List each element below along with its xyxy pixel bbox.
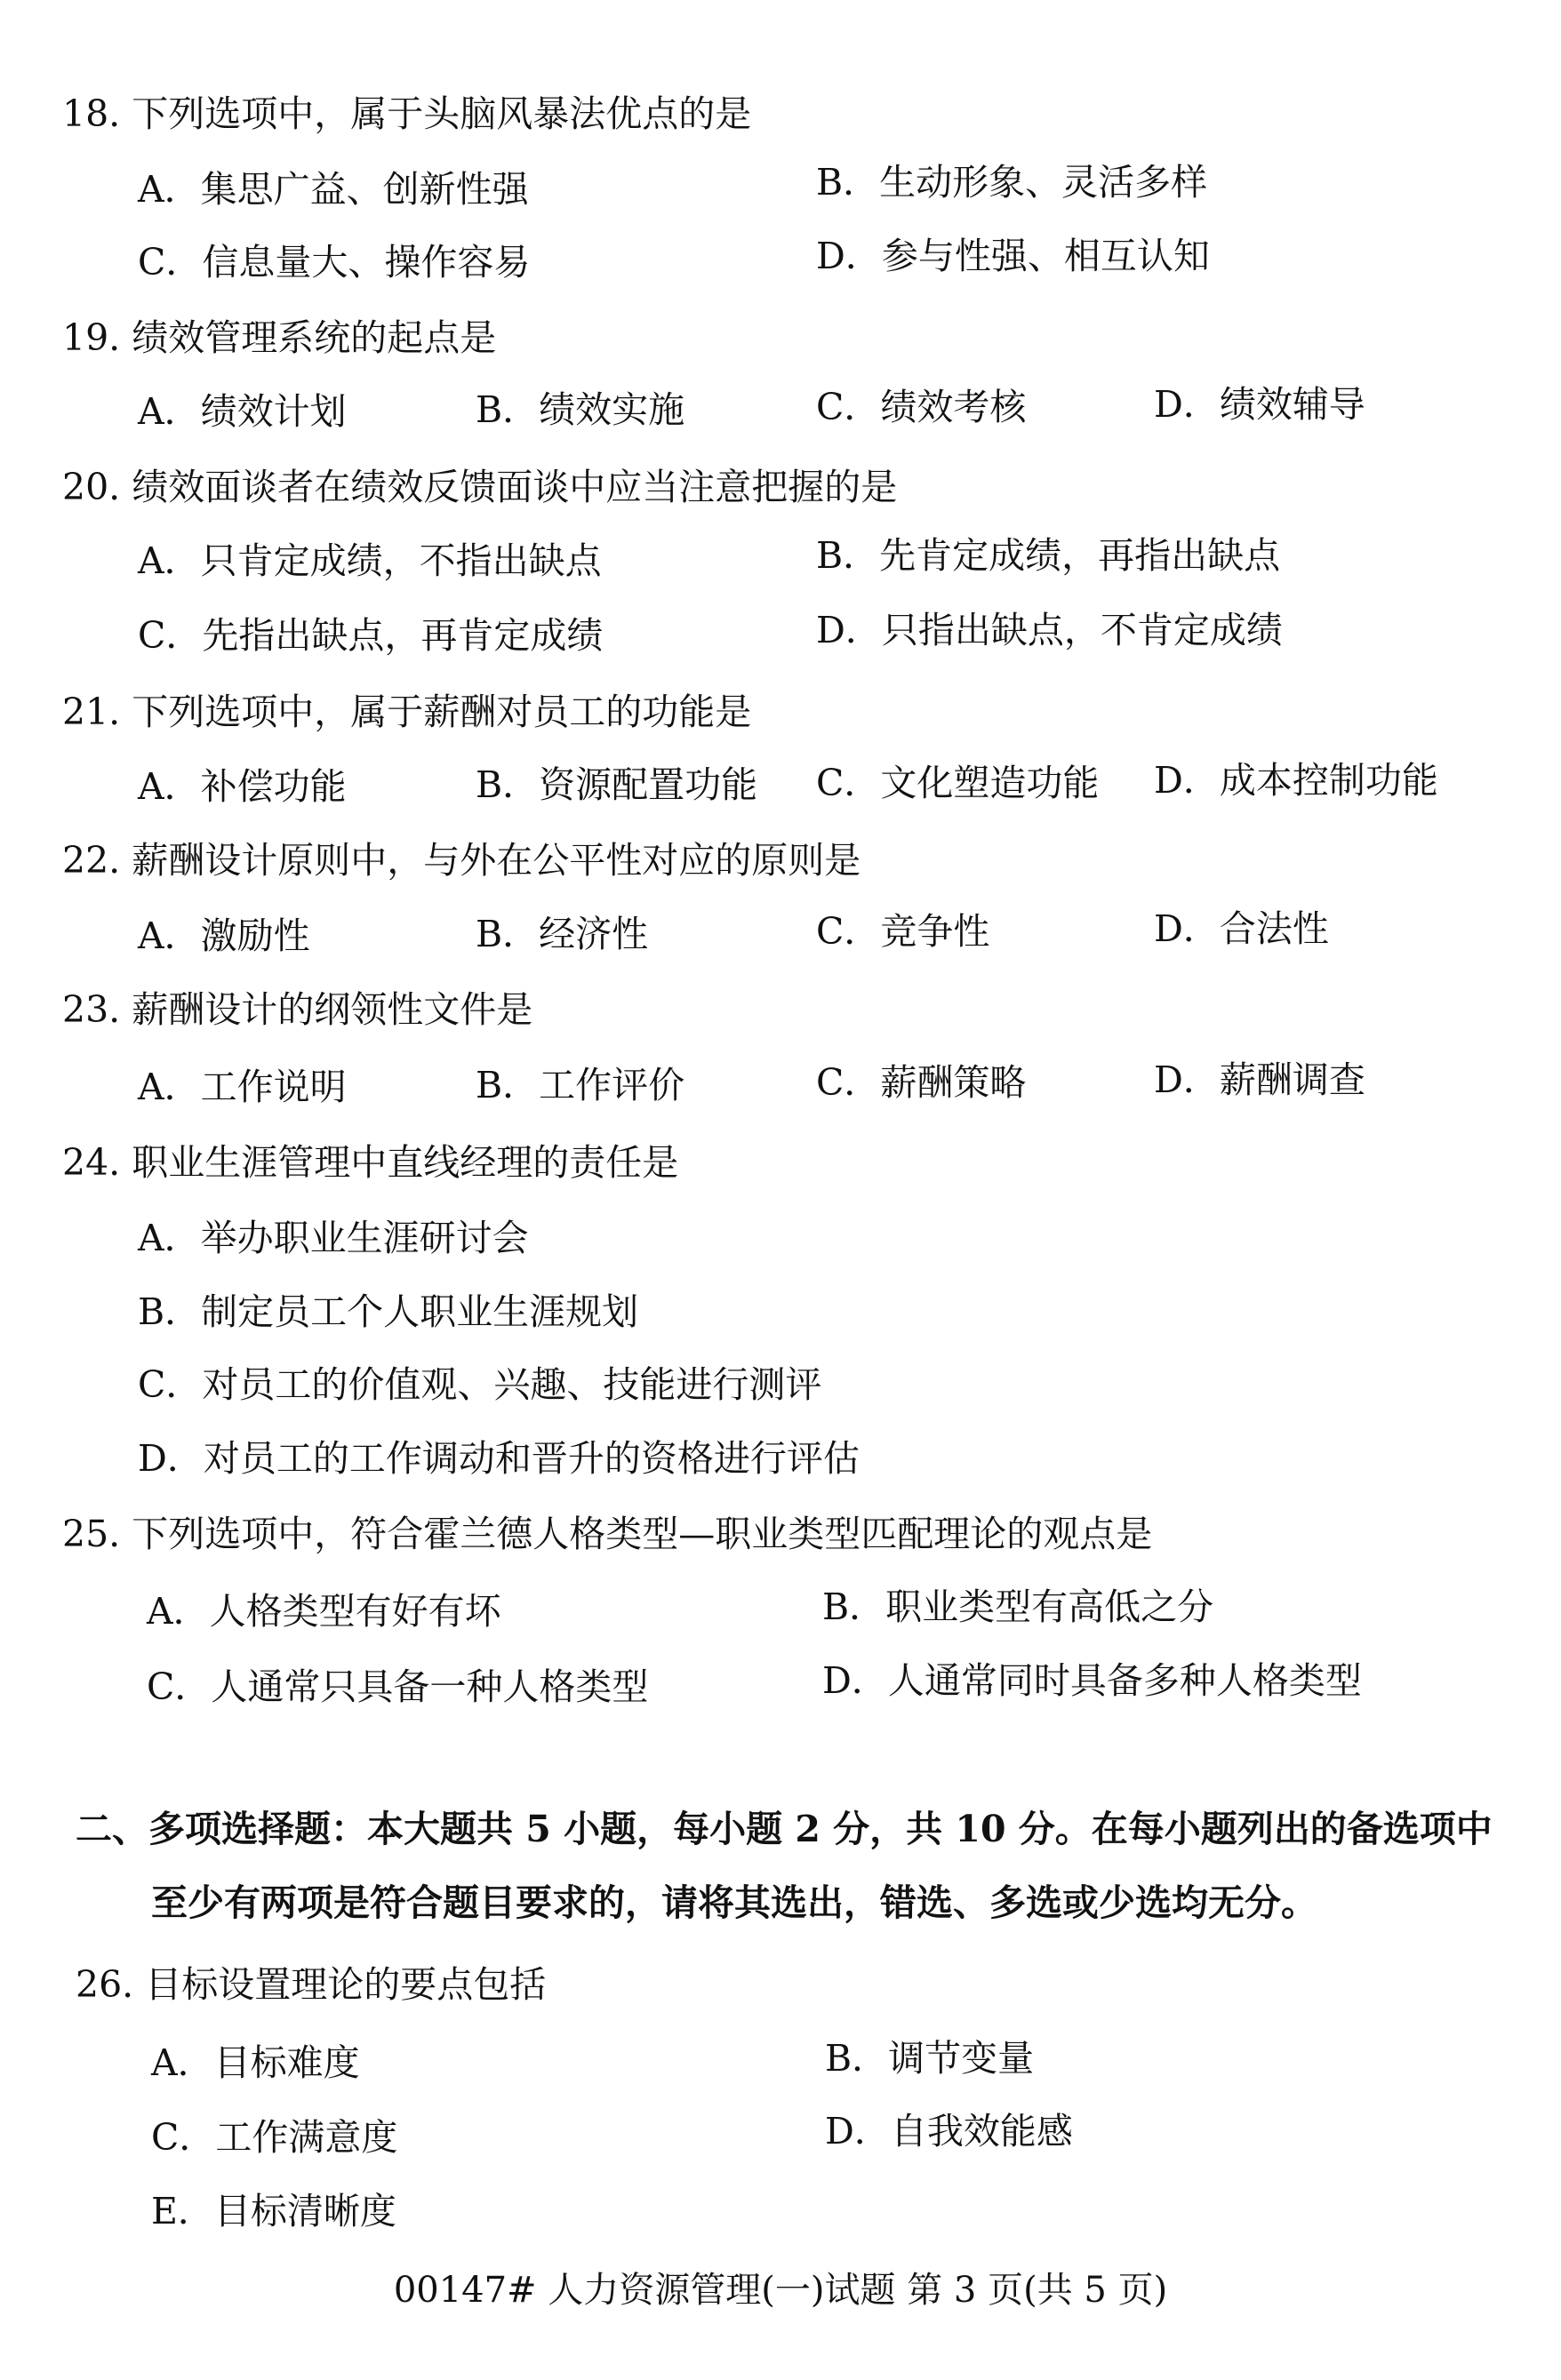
option-text: 参与性强、相互认知 xyxy=(881,235,1210,277)
question-stem: 职业生涯管理中直线经理的责任是 xyxy=(132,1141,679,1184)
option-a xyxy=(151,2033,360,2086)
option-d xyxy=(1154,1050,1365,1103)
option-text: 绩效辅导 xyxy=(1219,383,1365,426)
option-text: 激励性 xyxy=(200,914,310,957)
option-letter: D． xyxy=(1154,759,1220,802)
question-stem: 薪酬设计的纲领性文件是 xyxy=(132,988,533,1031)
option-a xyxy=(138,757,347,810)
option-letter: B． xyxy=(816,534,880,577)
question-stem: 目标设置理论的要点包括 xyxy=(145,1963,547,2006)
option-d xyxy=(816,601,1283,653)
option-text: 绩效计划 xyxy=(200,390,347,433)
option-text: 自我效能感 xyxy=(890,2110,1073,2152)
option-b xyxy=(476,905,648,957)
option-text: 先肯定成绩，再指出缺点 xyxy=(879,534,1281,577)
option-text: 对员工的价值观、兴趣、技能进行测评 xyxy=(202,1363,822,1406)
option-text: 补偿功能 xyxy=(200,765,347,808)
option-letter: A． xyxy=(151,2041,214,2084)
option-text: 制定员工个人职业生涯规划 xyxy=(201,1290,639,1333)
option-b xyxy=(825,2029,1034,2081)
option-letter: D． xyxy=(1154,383,1220,426)
option-d xyxy=(138,1429,860,1482)
option-letter: D． xyxy=(816,235,882,277)
option-a xyxy=(138,531,602,584)
option-letter: D． xyxy=(1154,907,1220,950)
option-text: 生动形象、灵活多样 xyxy=(879,161,1208,204)
question-20 xyxy=(62,458,897,510)
option-text: 合法性 xyxy=(1219,907,1329,950)
section-2-instructions: 至少有两项是符合题目要求的，请将其选出，错选、多选或少选均无分。 xyxy=(151,1881,1317,1924)
page-footer: 00147# 人力资源管理(一)试题 第 3 页(共 5 页) xyxy=(393,2270,1168,2311)
option-c xyxy=(816,902,989,954)
option-c xyxy=(138,1355,821,1408)
option-text: 薪酬策略 xyxy=(880,1061,1027,1104)
option-letter: B． xyxy=(476,388,540,431)
option-a xyxy=(138,1058,347,1110)
option-a xyxy=(138,906,310,959)
option-letter: C． xyxy=(138,614,203,657)
option-letter: D． xyxy=(825,2110,891,2152)
question-23 xyxy=(62,980,532,1033)
option-text: 薪酬调查 xyxy=(1219,1058,1365,1101)
option-letter: B． xyxy=(476,1064,540,1106)
question-19 xyxy=(62,308,496,361)
question-number: 18. xyxy=(62,92,121,135)
option-text: 信息量大、操作容易 xyxy=(202,241,531,284)
option-b xyxy=(476,755,757,808)
option-text: 只肯定成绩，不指出缺点 xyxy=(200,539,602,582)
option-text: 调节变量 xyxy=(888,2037,1035,2080)
option-text: 职业类型有高低之分 xyxy=(885,1585,1214,1628)
option-text: 文化塑造功能 xyxy=(880,762,1100,804)
option-d xyxy=(1154,375,1365,427)
option-c xyxy=(138,233,530,285)
option-d xyxy=(1154,899,1329,952)
question-number: 22. xyxy=(62,839,121,882)
option-text: 工作说明 xyxy=(200,1066,347,1108)
option-letter: B． xyxy=(825,2037,889,2080)
option-text: 目标清晰度 xyxy=(213,2190,396,2232)
option-b xyxy=(476,1056,684,1108)
question-number: 25. xyxy=(62,1513,121,1555)
option-letter: C． xyxy=(138,1363,203,1406)
option-c xyxy=(138,606,603,659)
option-c xyxy=(151,2108,397,2160)
question-number: 19. xyxy=(62,316,121,359)
option-b xyxy=(476,380,684,433)
option-text: 人通常同时具备多种人格类型 xyxy=(887,1659,1362,1702)
question-stem: 薪酬设计原则中，与外在公平性对应的原则是 xyxy=(132,839,861,882)
option-letter: B． xyxy=(816,161,880,204)
option-a xyxy=(147,1582,501,1634)
option-text: 先指出缺点，再肯定成绩 xyxy=(202,614,604,657)
option-letter: A． xyxy=(138,390,201,433)
option-a xyxy=(138,160,529,212)
question-number: 21. xyxy=(62,691,121,733)
option-letter: A． xyxy=(138,168,201,211)
question-21 xyxy=(62,683,751,735)
option-text: 工作评价 xyxy=(539,1064,685,1106)
question-stem: 下列选项中，符合霍兰德人格类型—职业类型匹配理论的观点是 xyxy=(132,1513,1153,1555)
option-letter: A． xyxy=(138,765,201,808)
option-letter: A． xyxy=(138,539,201,582)
option-letter: C． xyxy=(816,910,881,953)
option-letter: B． xyxy=(476,913,540,955)
option-d xyxy=(1154,751,1438,803)
question-stem: 下列选项中，属于头脑风暴法优点的是 xyxy=(132,92,752,135)
question-25 xyxy=(62,1505,1152,1557)
option-letter: D． xyxy=(822,1659,888,1702)
option-text: 竞争性 xyxy=(880,910,990,953)
option-text: 成本控制功能 xyxy=(1219,759,1438,802)
option-letter: B． xyxy=(822,1585,886,1628)
question-number: 20. xyxy=(62,466,121,508)
option-d xyxy=(816,227,1210,279)
option-letter: C． xyxy=(816,386,881,428)
option-c xyxy=(147,1657,648,1710)
option-text: 对员工的工作调动和晋升的资格进行评估 xyxy=(203,1437,860,1480)
option-c xyxy=(816,1053,1026,1106)
option-text: 工作满意度 xyxy=(215,2116,398,2159)
option-b xyxy=(816,153,1207,205)
question-number: 26. xyxy=(76,1963,134,2006)
option-text: 人通常只具备一种人格类型 xyxy=(211,1665,649,1708)
option-letter: A． xyxy=(138,1217,201,1259)
option-letter: C． xyxy=(138,241,203,284)
option-a xyxy=(138,1209,529,1261)
option-letter: A． xyxy=(138,914,201,957)
option-text: 经济性 xyxy=(539,913,649,955)
option-c xyxy=(816,378,1026,430)
option-letter: E． xyxy=(151,2190,214,2232)
option-text: 资源配置功能 xyxy=(539,763,758,806)
option-letter: C． xyxy=(816,762,881,804)
question-stem: 下列选项中，属于薪酬对员工的功能是 xyxy=(132,691,752,733)
option-letter: B． xyxy=(138,1290,202,1333)
option-text: 举办职业生涯研讨会 xyxy=(200,1217,529,1259)
option-letter: B． xyxy=(476,763,540,806)
option-letter: D． xyxy=(138,1437,204,1480)
option-text: 只指出缺点，不肯定成绩 xyxy=(881,609,1283,651)
option-b xyxy=(138,1282,638,1335)
option-e xyxy=(151,2182,396,2234)
question-18 xyxy=(62,84,751,137)
question-stem: 绩效管理系统的起点是 xyxy=(132,316,497,359)
option-text: 绩效考核 xyxy=(880,386,1027,428)
option-text: 人格类型有好有坏 xyxy=(209,1590,501,1633)
option-letter: D． xyxy=(1154,1058,1220,1101)
option-c xyxy=(816,754,1099,806)
option-a xyxy=(138,382,347,435)
option-b xyxy=(816,526,1280,579)
option-letter: D． xyxy=(816,609,882,651)
question-number: 23. xyxy=(62,988,121,1031)
option-letter: C． xyxy=(151,2116,216,2159)
option-letter: C． xyxy=(816,1061,881,1104)
option-text: 目标难度 xyxy=(213,2041,360,2084)
option-letter: C． xyxy=(147,1665,212,1708)
section-2-heading: 二、多项选择题：本大题共 5 小题，每小题 2 分，共 10 分。在每小题列出的备选项中 xyxy=(76,1808,1493,1850)
option-text: 绩效实施 xyxy=(539,388,685,431)
question-number: 24. xyxy=(62,1141,121,1184)
option-letter: A． xyxy=(138,1066,201,1108)
option-d xyxy=(825,2102,1073,2154)
question-22 xyxy=(62,831,861,883)
option-d xyxy=(822,1651,1362,1704)
question-24 xyxy=(62,1133,678,1186)
question-26 xyxy=(76,1955,546,2008)
question-stem: 绩效面谈者在绩效反馈面谈中应当注意把握的是 xyxy=(132,466,898,508)
option-b xyxy=(822,1577,1213,1630)
option-text: 集思广益、创新性强 xyxy=(200,168,529,211)
option-letter: A． xyxy=(147,1590,210,1633)
